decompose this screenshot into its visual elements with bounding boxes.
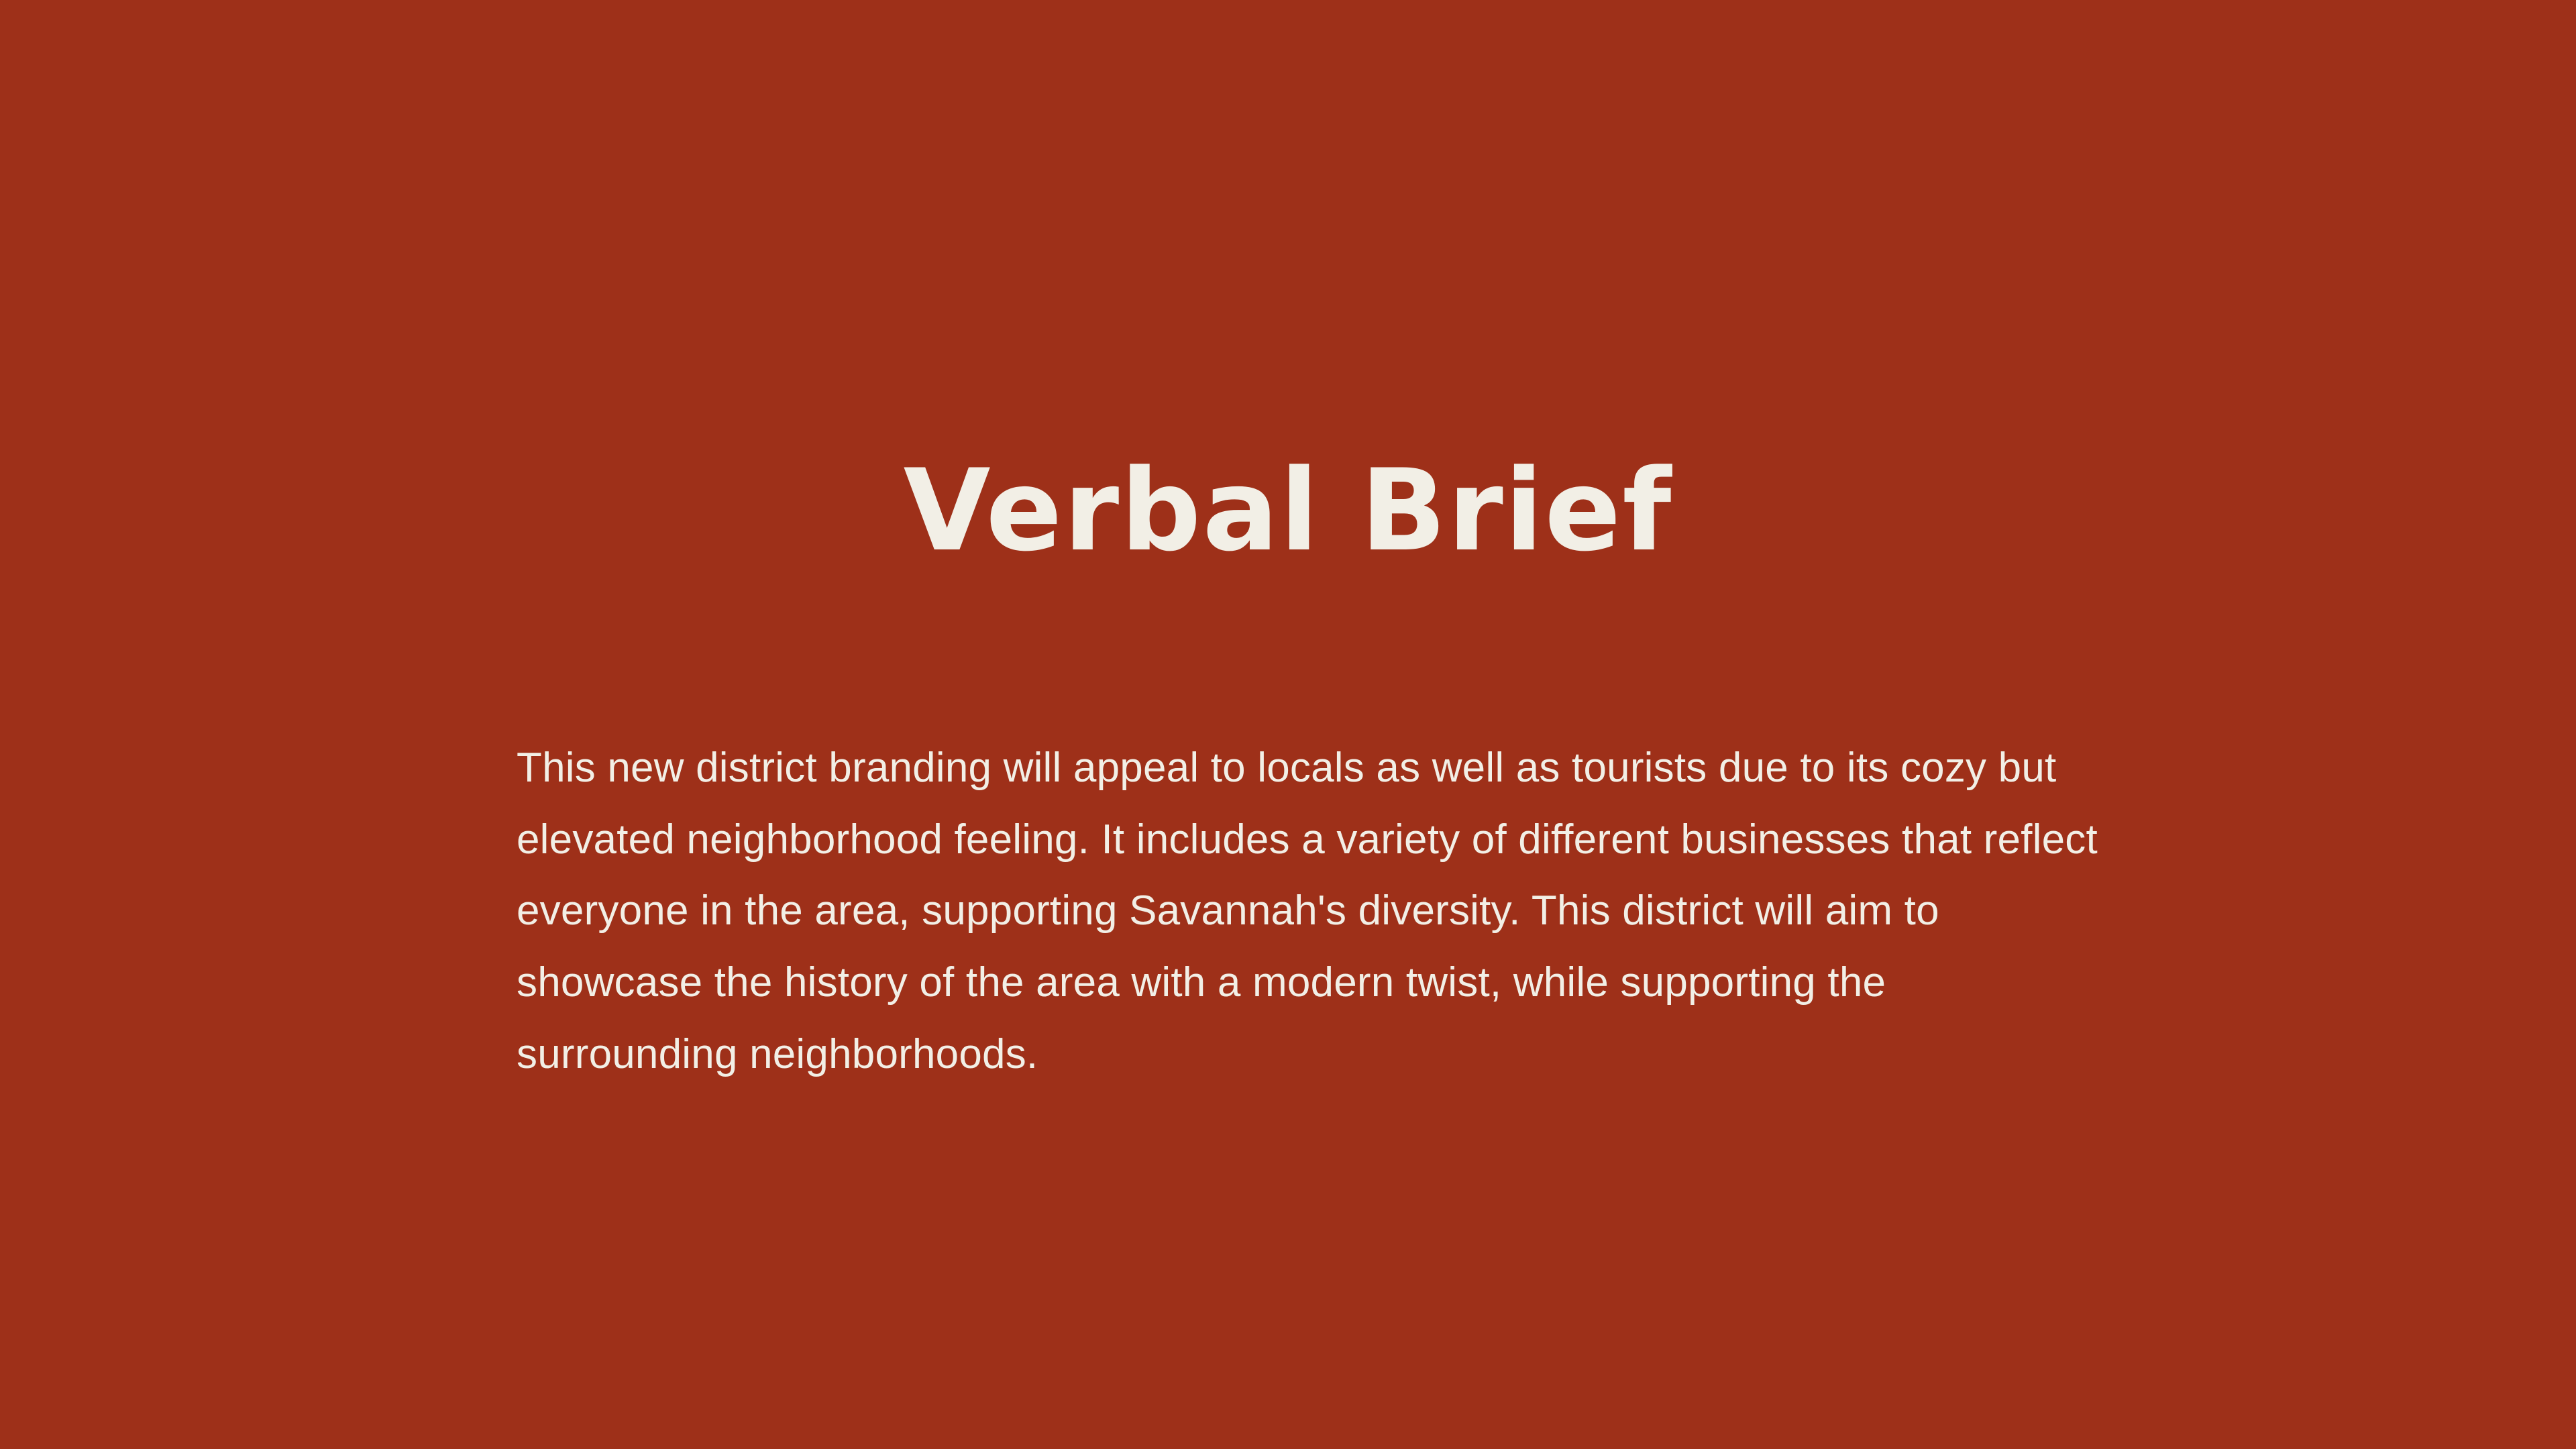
page-title: Verbal Brief (903, 444, 1673, 576)
slide-body-paragraph: This new district branding will appeal to locals as well as tourists due to its cozy but elevated neighborhood feeling. It includes a variety of different businesses that reflect everyone in the area, supporting Savannah's diversity. This district will aim to showcase the history of the area with a modern twist, while supporting the surrounding neighborhoods. (517, 745, 2098, 1077)
